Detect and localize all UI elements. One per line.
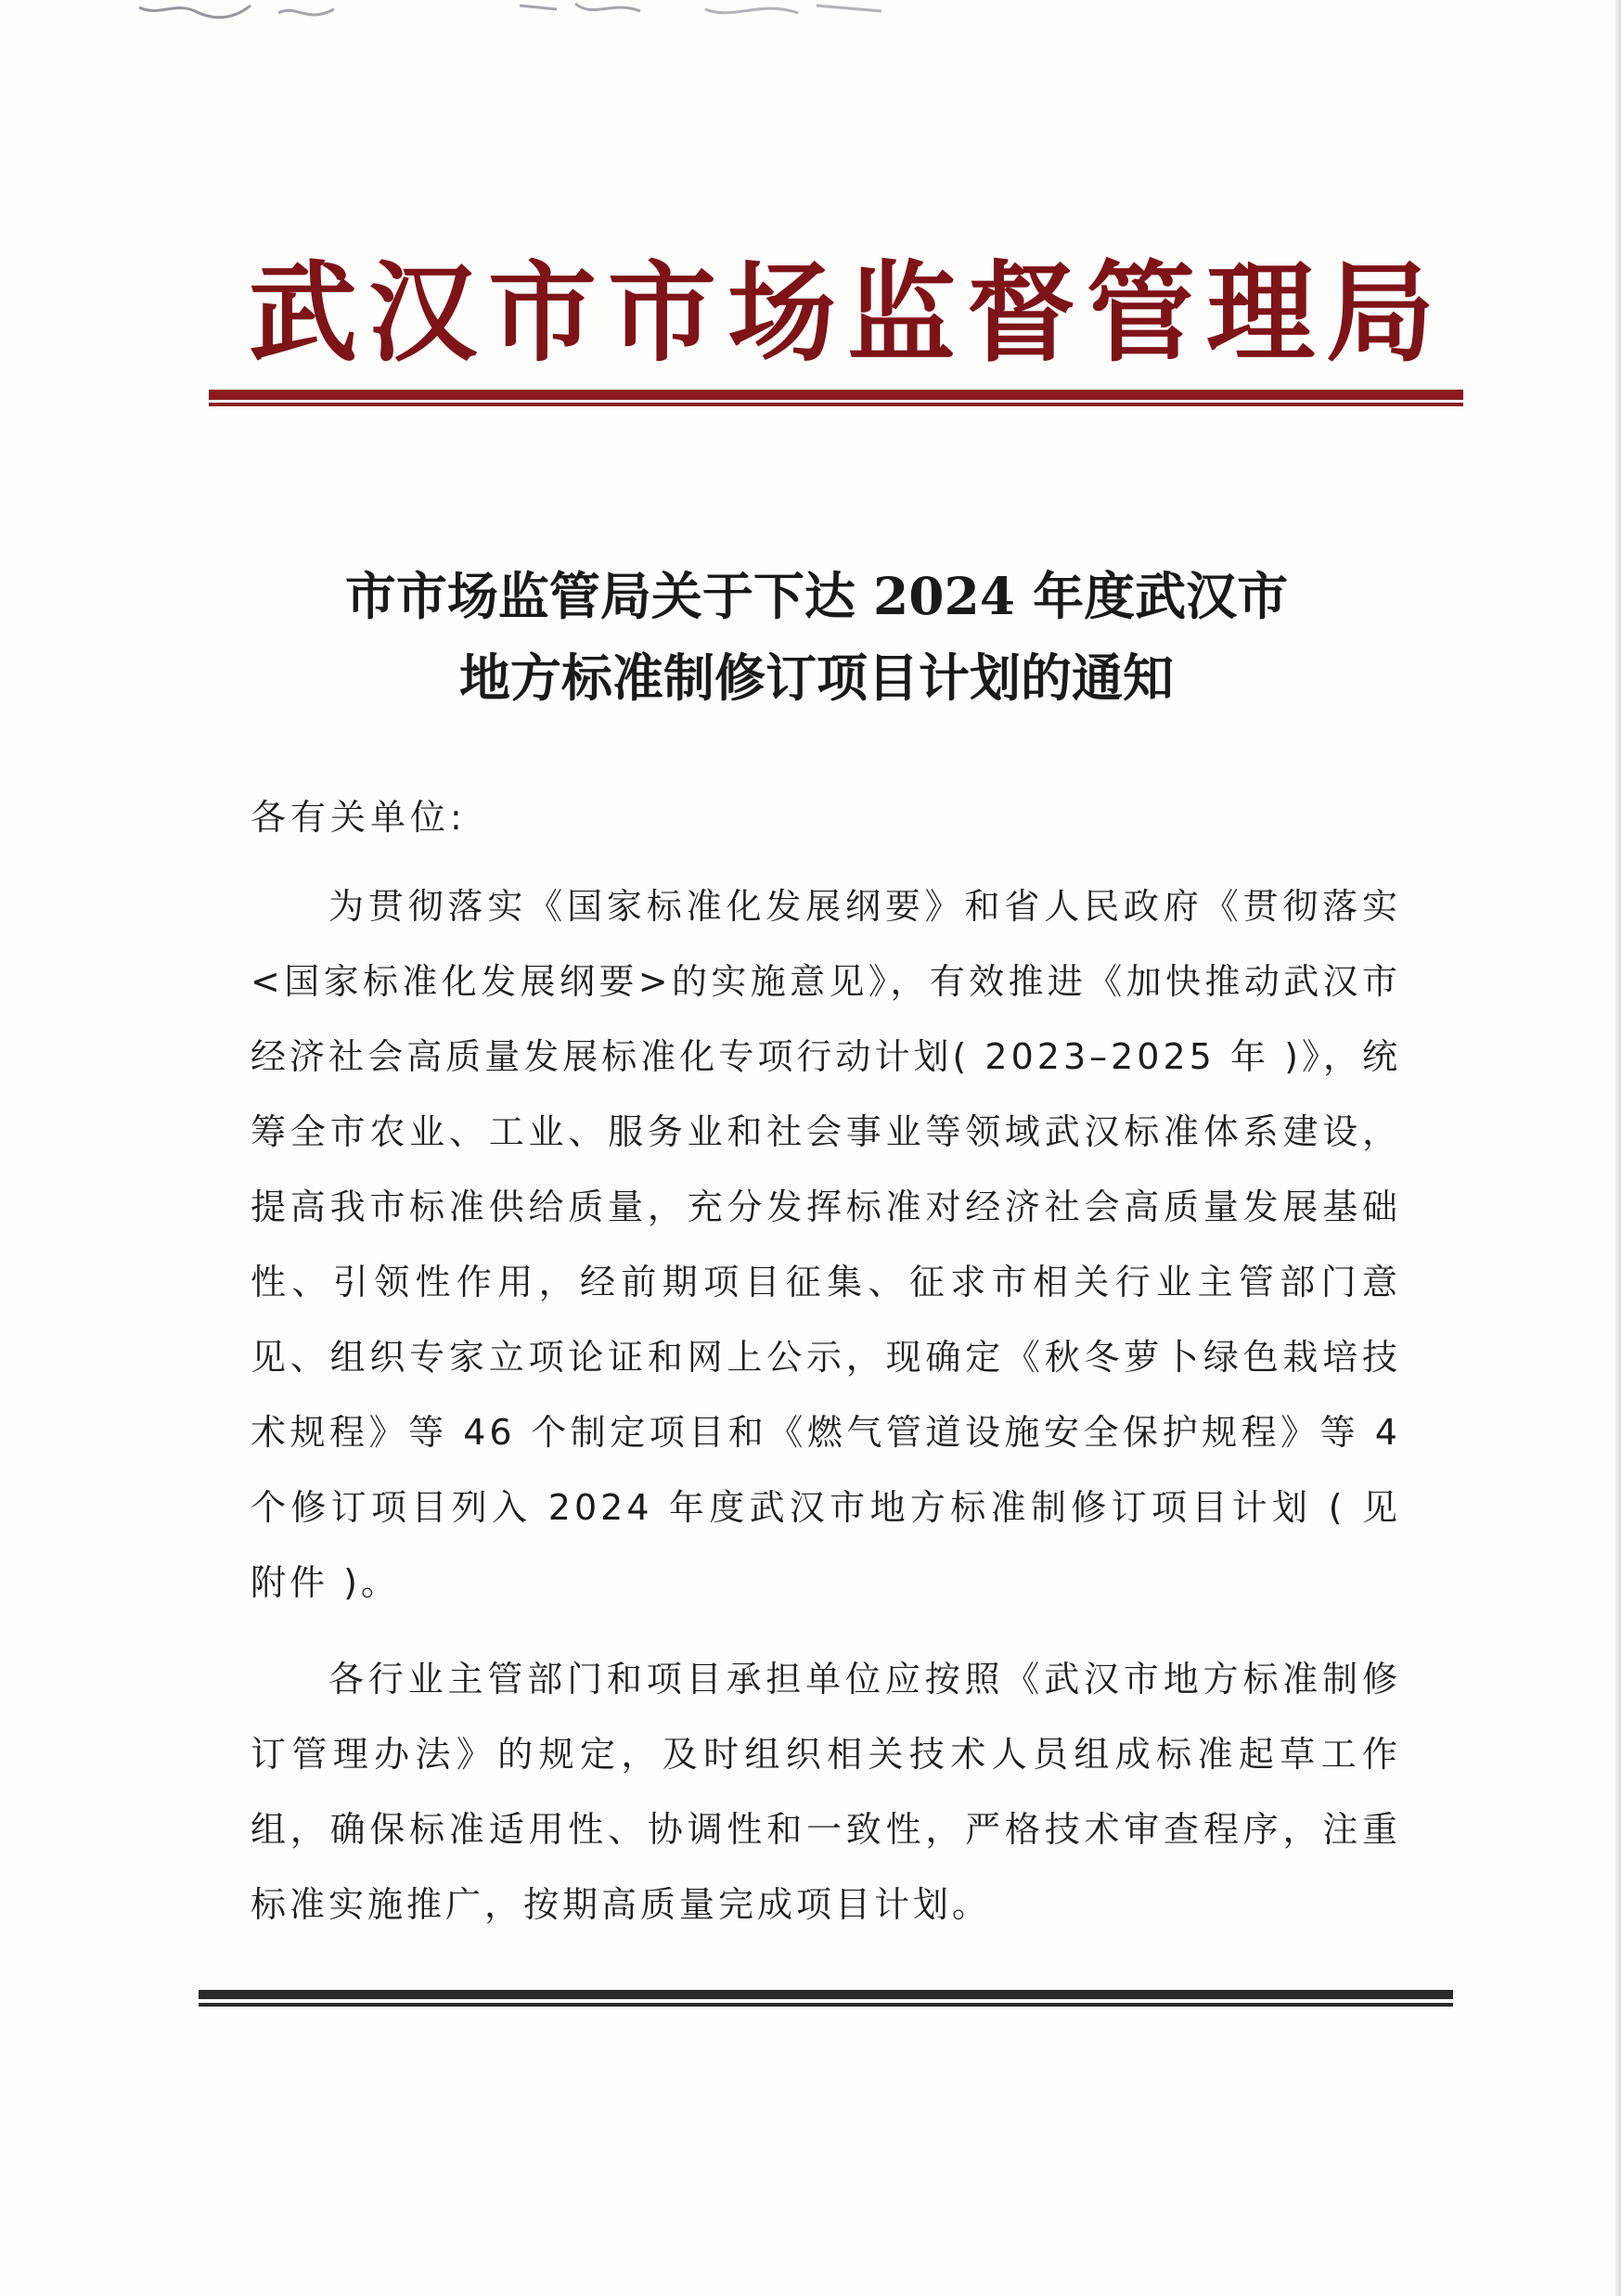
salutation: 各有关单位: [251,797,467,838]
letterhead-red-rule [209,390,1463,406]
bottom-divider-rule [199,1990,1453,2007]
scan-edge-shadow [1614,0,1621,2296]
handwriting-scribble [0,0,1621,37]
body-paragraph-2: 各行业主管部门和项目承担单位应按照《武汉市地方标准制修订管理办法》的规定，及时组织相关技术人员组成标准起草工作组，确保标准适用性、协调性和一致性，严格技术审查程序，注重标准实施推广，按期高质量完成项目计划。 [251,1659,1401,1925]
letterhead-org-name: 武汉市市场监督管理局 [249,249,1447,377]
body-paragraph-1: 为贯彻落实《国家标准化发展纲要》和省人民政府《贯彻落实<国家标准化发展纲要>的实施意见》，有效推进《加快推动武汉市经济社会高质量发展标准化专项行动计划( 2023–2025 年 )》，统筹全市农业、工业、服务业和社会事业等领域武汉标准体系建设，提高我市标准供给质量，充分发挥标准对经济社会高质量发展基础性、引领性作用，经前期项目征集、征求市相关行业主管部门意见、组织专家立项论证和网上公示，现确定《秋冬萝卜绿色栽培技术规程》等 46 个制定项目和《燃气管道设施安全保护规程》等 4 个修订项目列入 2024 年度武汉市地方标准制修订项目计划 ( 见附件 )。 [251,886,1401,1603]
document-title-line-1: 市市场监管局关于下达 2024 年度武汉市 [344,566,1289,626]
document-title-line-2: 地方标准制修订项目计划的通知 [458,648,1174,708]
